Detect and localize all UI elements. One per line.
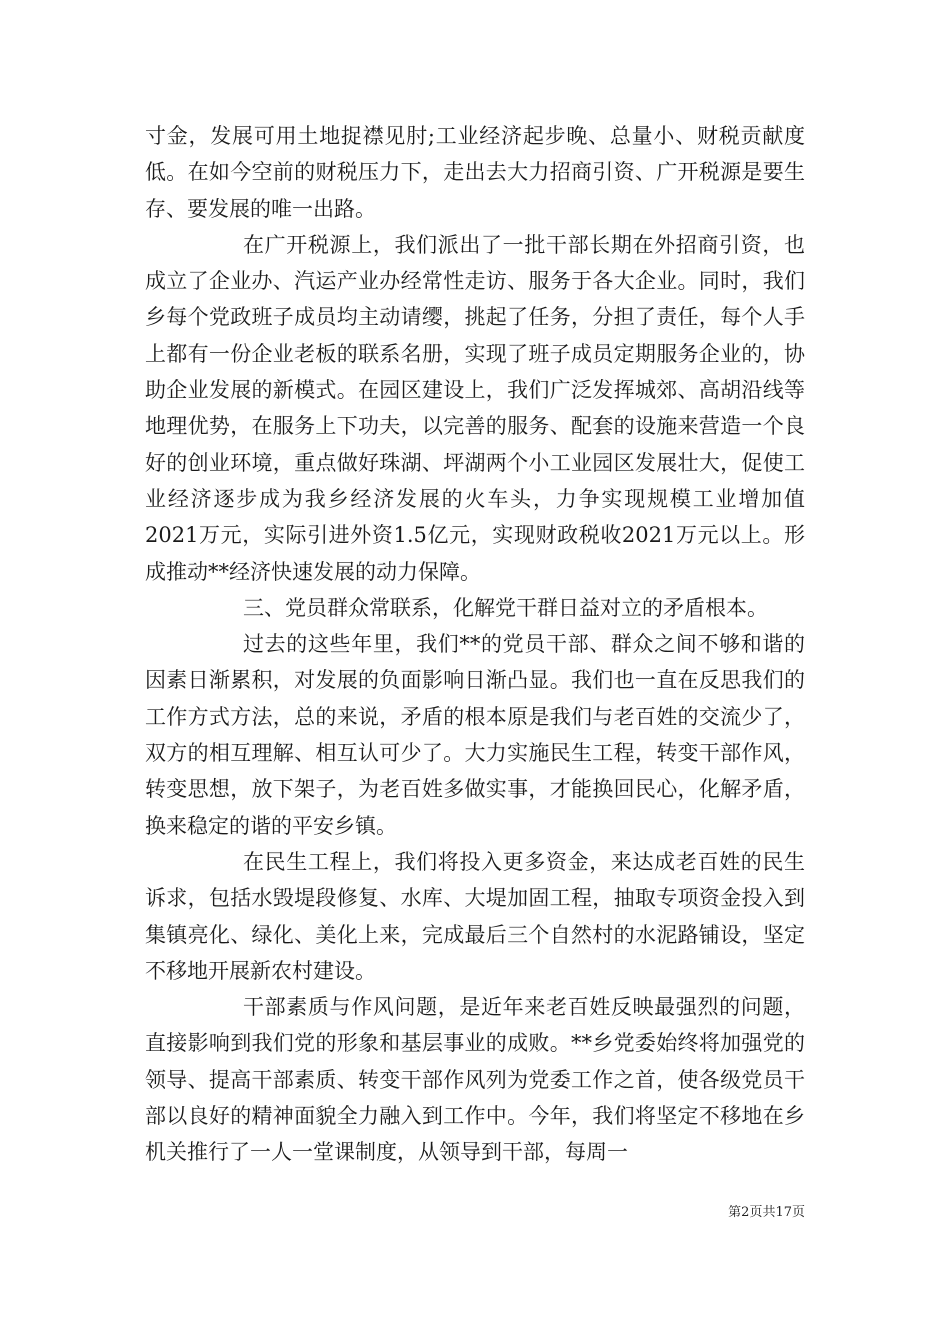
document-body	[145, 118, 805, 1171]
paragraph-3: 过去的这些年里，我们**的党员干部、群众之间不够和谐的因素日渐累积，对发展的负面影响日渐凸显。我们也一直在反思我们的工作方式方法，总的来说，矛盾的根本原是我们与老百姓的交流少了，双方的相互理解、相互认可少了。大力实施民生工程，转变干部作风，转变思想，放下架子，为老百姓多做实事，才能换回民心，化解矛盾，换来稳定的谐的平安乡镇。	[145, 632, 805, 838]
paragraph-1: 寸金，发展可用土地捉襟见肘;工业经济起步晚、总量小、财税贡献度低。在如今空前的财税压力下，走出去大力招商引资、广开税源是要生存、要发展的唯一出路。	[145, 124, 805, 221]
paragraph-2: 在广开税源上，我们派出了一批干部长期在外招商引资，也成立了企业办、汽运产业办经常性走访、服务于各大企业。同时，我们乡每个党政班子成员均主动请缨，挑起了任务，分担了责任，每个人手上都有一份企业老板的联系名册，实现了班子成员定期服务企业的，协助企业发展的新模式。在园区建设上，我们广泛发挥城郊、高胡沿线等地理优势，在服务上下功夫，以完善的服务、配套的设施来营造一个良好的创业环境，重点做好珠湖、坪湖两个小工业园区发展壮大，促使工业经济逐步成为我乡经济发展的火车头，力争实现规模工业增加值2021万元，实际引进外资1.5亿元，实现财政税收2021万元以上。形成推动**经济快速发展的动力保障。	[145, 232, 805, 584]
section-heading: 三、党员群众常联系，化解党干群日益对立的矛盾根本。	[243, 595, 768, 620]
paragraph-4: 在民生工程上，我们将投入更多资金，来达成老百姓的民生诉求，包括水毁堤段修复、水库、大堤加固工程，抽取专项资金投入到集镇亮化、绿化、美化上来，完成最后三个自然村的水泥路铺设，坚定不移地开展新农村建设。	[145, 849, 805, 983]
paragraph-5: 干部素质与作风问题，是近年来老百姓反映最强烈的问题，直接影响到我们党的形象和基层事业的成败。**乡党委始终将加强党的领导、提高干部素质、转变干部作风列为党委工作之首，使各级党员干部以良好的精神面貌全力融入到工作中。今年，我们将坚定不移地在乡机关推行了一人一堂课制度，从领导到干部，每周一	[145, 995, 805, 1165]
page-number: 第2页共17页	[728, 1205, 805, 1220]
